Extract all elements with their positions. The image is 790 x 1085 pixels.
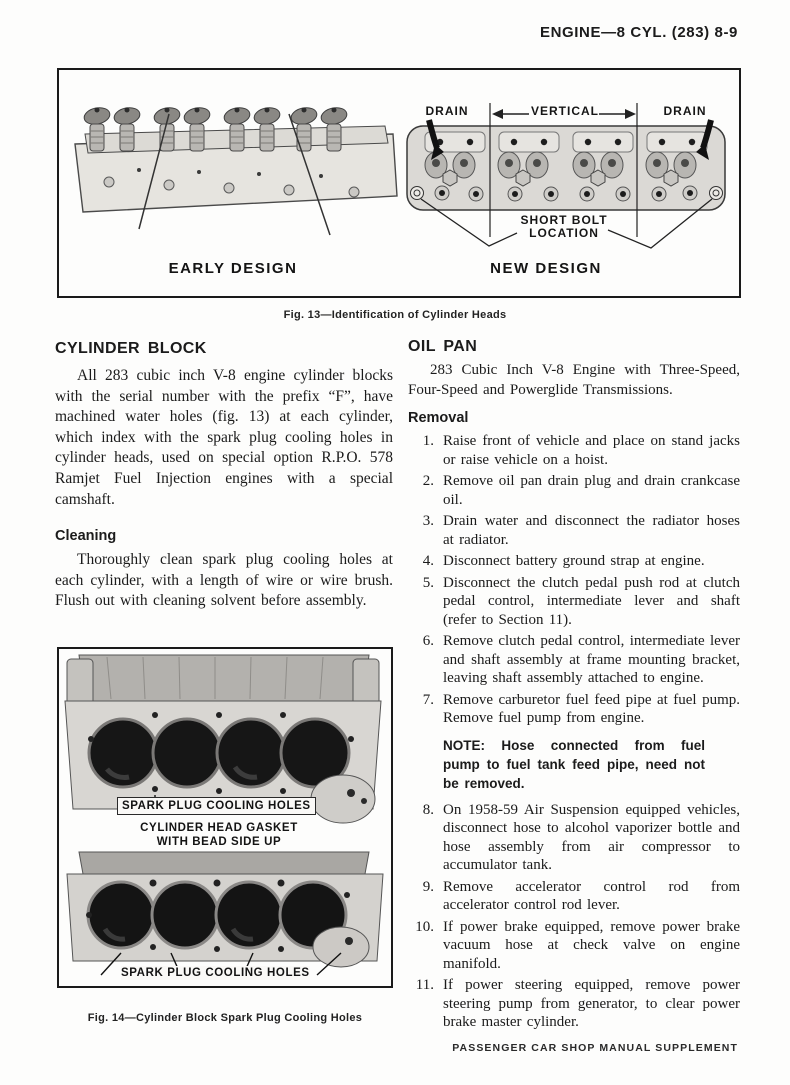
oil-pan-heading: OIL PAN bbox=[408, 338, 478, 355]
cleaning-paragraph: Thoroughly clean spark plug cooling holes at each cylinder, with a length of wire or wire brush. Flush out with cleaning solvent before assembly. bbox=[55, 551, 393, 610]
short-bolt-hole bbox=[411, 187, 424, 200]
removal-step: 11. If power steering equipped, remove power steering pump from generator, to clear power brake master cylinder. bbox=[415, 977, 740, 1030]
removal-steps-list-continued bbox=[408, 801, 740, 1032]
removal-step: 6. Remove clutch pedal control, intermediate lever and shaft assembly at frame mounting bracket, leaving shaft assembly attached to engine. bbox=[422, 633, 740, 686]
oil-pan-intro: 283 Cubic Inch V-8 Engine with Three-Speed, Four-Speed and Powerglide Transmissions. bbox=[408, 362, 740, 398]
removal-step: 9. Remove accelerator control rod from accelerator control rod lever. bbox=[422, 878, 740, 913]
removal-step: 2. Remove oil pan drain plug and drain crankcase oil. bbox=[422, 473, 740, 508]
removal-step: 4. Disconnect battery ground strap at engine. bbox=[422, 553, 705, 569]
removal-step: 8. On 1958-59 Air Suspension equipped vehicles, disconnect hose to alcohol vaporizer bottle and hose assembly from air compressor to accumulator tank. bbox=[422, 801, 740, 873]
removal-step: 5. Disconnect the clutch pedal push rod at clutch pedal control, intermediate lever and shaft (refer to Section 11). bbox=[422, 574, 740, 628]
fig13-identification-figure bbox=[57, 68, 741, 298]
fig14-illustration bbox=[59, 649, 387, 982]
removal-step: 1. Raise front of vehicle and place on stand jacks or raise vehicle on a hoist. bbox=[422, 433, 740, 468]
fig13-caption: Fig. 13—Identification of Cylinder Heads bbox=[283, 309, 507, 321]
cylinder-block-heading: CYLINDER BLOCK bbox=[55, 340, 207, 357]
fuel-pump-note: NOTE: Hose connected from fuel pump to fuel tank feed pipe, need not be removed. bbox=[443, 737, 705, 791]
cylinder-block-bottom-view bbox=[67, 852, 383, 975]
early-design-label: EARLY DESIGN bbox=[168, 260, 298, 277]
removal-steps-list bbox=[408, 432, 740, 728]
spark-plug-holes-bottom-label: SPARK PLUG COOLING HOLES bbox=[121, 967, 310, 979]
page-header: ENGINE—8 CYL. (283) 8-9 bbox=[539, 24, 738, 41]
right-column bbox=[408, 338, 740, 1035]
removal-step: 3. Drain water and disconnect the radiator hoses at radiator. bbox=[422, 513, 740, 548]
cylinder-block-paragraph: All 283 cubic inch V-8 engine cylinder blocks with the serial number with the prefix “F”, have machined water holes (fig. 13) at each cylinder, which index with the spark plug cooling holes in cylinder heads, used on special option R.P.O. 578 Ramjet Fuel Injection engines with a special camshaft. bbox=[55, 367, 393, 508]
removal-heading: Removal bbox=[408, 410, 469, 426]
short-bolt-location-label: SHORT BOLT LOCATION bbox=[520, 213, 608, 240]
page-footer: PASSENGER CAR SHOP MANUAL SUPPLEMENT bbox=[452, 1042, 738, 1054]
drain-right-label: DRAIN bbox=[663, 104, 707, 118]
removal-step: 7. Remove carburetor fuel feed pipe at fuel pump. Remove fuel pump from engine. bbox=[422, 691, 740, 726]
cleaning-heading: Cleaning bbox=[55, 528, 117, 545]
new-design-label: NEW DESIGN bbox=[490, 260, 602, 277]
head-gasket-label: CYLINDER HEAD GASKET WITH BEAD SIDE UP bbox=[140, 822, 298, 848]
fig14-cooling-holes-figure bbox=[57, 647, 393, 988]
vertical-label: VERTICAL bbox=[531, 104, 599, 118]
removal-step: 10. If power brake equipped, remove power brake vacuum hose at check valve on engine manifold. bbox=[415, 918, 740, 972]
spark-plug-holes-top-label: SPARK PLUG COOLING HOLES bbox=[117, 797, 316, 815]
left-column bbox=[55, 340, 393, 612]
early-design-drawing bbox=[75, 105, 397, 235]
fig14-caption: Fig. 14—Cylinder Block Spark Plug Cooling Holes bbox=[87, 1012, 363, 1024]
drain-left-label: DRAIN bbox=[425, 104, 469, 118]
short-bolt-hole bbox=[710, 187, 723, 200]
